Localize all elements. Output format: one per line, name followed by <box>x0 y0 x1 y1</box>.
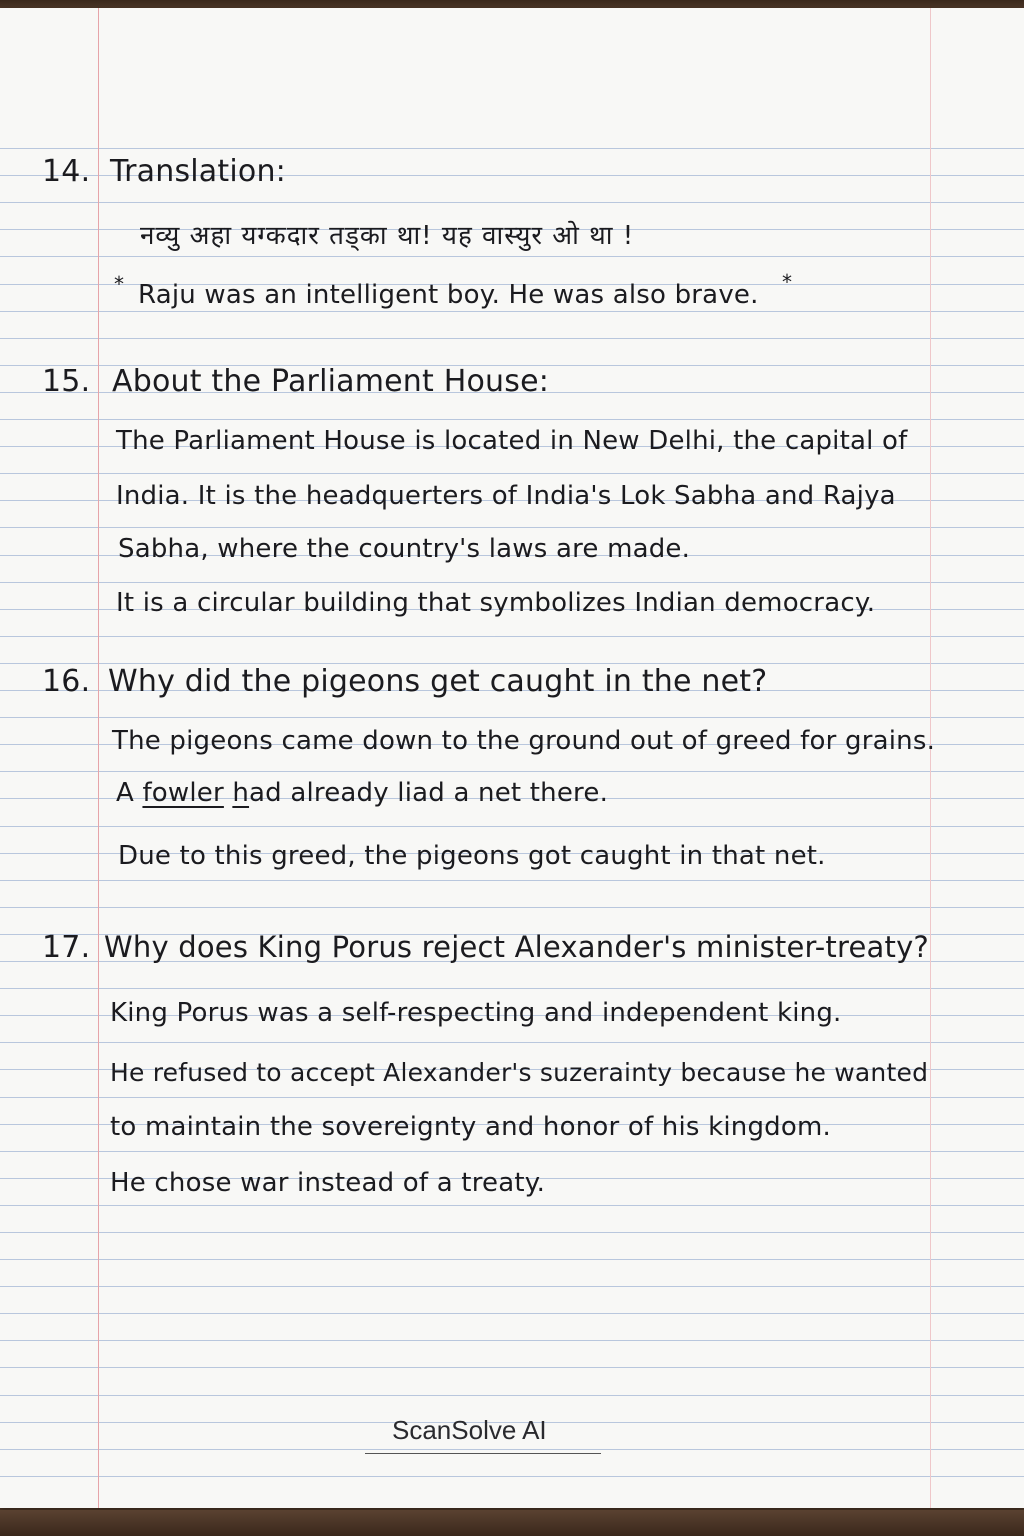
q17-line-2: He refused to accept Alexander's suzerainty because he wanted <box>110 1058 929 1087</box>
q15-line-1: The Parliament House is located in New Delhi, the capital of <box>116 426 908 456</box>
ruled-line <box>0 1232 1024 1233</box>
q15-line-4: It is a circular building that symbolizes Indian democracy. <box>116 588 876 618</box>
q15-line-2: India. It is the headquerters of India's Lok Sabha and Rajya <box>116 481 896 511</box>
q16-underlined-fowler: fowler <box>142 778 224 808</box>
q16-line-2-rest: ad already liad a net there. <box>249 778 609 808</box>
ruled-line <box>0 1449 1024 1450</box>
q16-line-2-start: A <box>116 778 143 808</box>
ruled-line <box>0 311 1024 312</box>
q15-line-3: Sabha, where the country's laws are made. <box>118 534 691 564</box>
q16-underlined-h: h <box>232 778 250 808</box>
footer-underline <box>365 1453 601 1454</box>
q16-line-1: The pigeons came down to the ground out of greed for grains. <box>112 726 936 756</box>
ruled-line <box>0 880 1024 881</box>
margin-line-right <box>930 8 931 1508</box>
ruled-line <box>0 419 1024 420</box>
q14-number: 14. <box>42 154 91 189</box>
q17-line-1: King Porus was a self-respecting and independent king. <box>110 998 842 1028</box>
desk-surface-bottom <box>0 1510 1024 1536</box>
q16-heading: Why did the pigeons get caught in the net? <box>108 664 768 699</box>
ruled-line <box>0 1313 1024 1314</box>
q14-answer: Raju was an intelligent boy. He was also brave. <box>138 280 759 310</box>
ruled-line <box>0 473 1024 474</box>
q17-number: 17. <box>42 930 91 965</box>
ruled-line <box>0 148 1024 149</box>
ruled-line <box>0 338 1024 339</box>
q17-heading: Why does King Porus reject Alexander's minister-treaty? <box>104 930 930 964</box>
ruled-line <box>0 256 1024 257</box>
q14-hindi-line: नव्यु अहा यग्कदार तड्का था! यह वास्युर ओ था ! <box>140 221 635 251</box>
ruled-line <box>0 202 1024 203</box>
q14-star-right: * <box>782 270 793 294</box>
q16-number: 16. <box>42 664 91 699</box>
q17-line-3: to maintain the sovereignty and honor of his kingdom. <box>110 1112 831 1142</box>
ruled-line <box>0 582 1024 583</box>
ruled-line <box>0 1286 1024 1287</box>
ruled-line <box>0 1367 1024 1368</box>
q17-line-4: He chose war instead of a treaty. <box>110 1168 546 1198</box>
ruled-line <box>0 1476 1024 1477</box>
ruled-line <box>0 988 1024 989</box>
ruled-line <box>0 1259 1024 1260</box>
q16-line-3: Due to this greed, the pigeons got caught in that net. <box>118 841 826 871</box>
q14-heading: Translation: <box>110 154 286 189</box>
ruled-line <box>0 527 1024 528</box>
q15-heading: About the Parliament House: <box>112 364 550 399</box>
ruled-line <box>0 1395 1024 1396</box>
margin-line-left <box>98 8 99 1508</box>
ruled-line <box>0 907 1024 908</box>
footer-brand: ScanSolve AI <box>392 1415 547 1445</box>
ruled-line <box>0 826 1024 827</box>
ruled-line <box>0 1042 1024 1043</box>
ruled-line <box>0 1097 1024 1098</box>
q15-number: 15. <box>42 364 91 399</box>
q14-star-left: * <box>114 272 125 296</box>
ruled-line <box>0 1205 1024 1206</box>
ruled-line <box>0 1340 1024 1341</box>
ruled-line <box>0 717 1024 718</box>
q16-line-2 <box>116 778 608 808</box>
notebook-page <box>0 8 1024 1508</box>
ruled-line <box>0 636 1024 637</box>
ruled-line <box>0 1151 1024 1152</box>
ruled-line <box>0 771 1024 772</box>
